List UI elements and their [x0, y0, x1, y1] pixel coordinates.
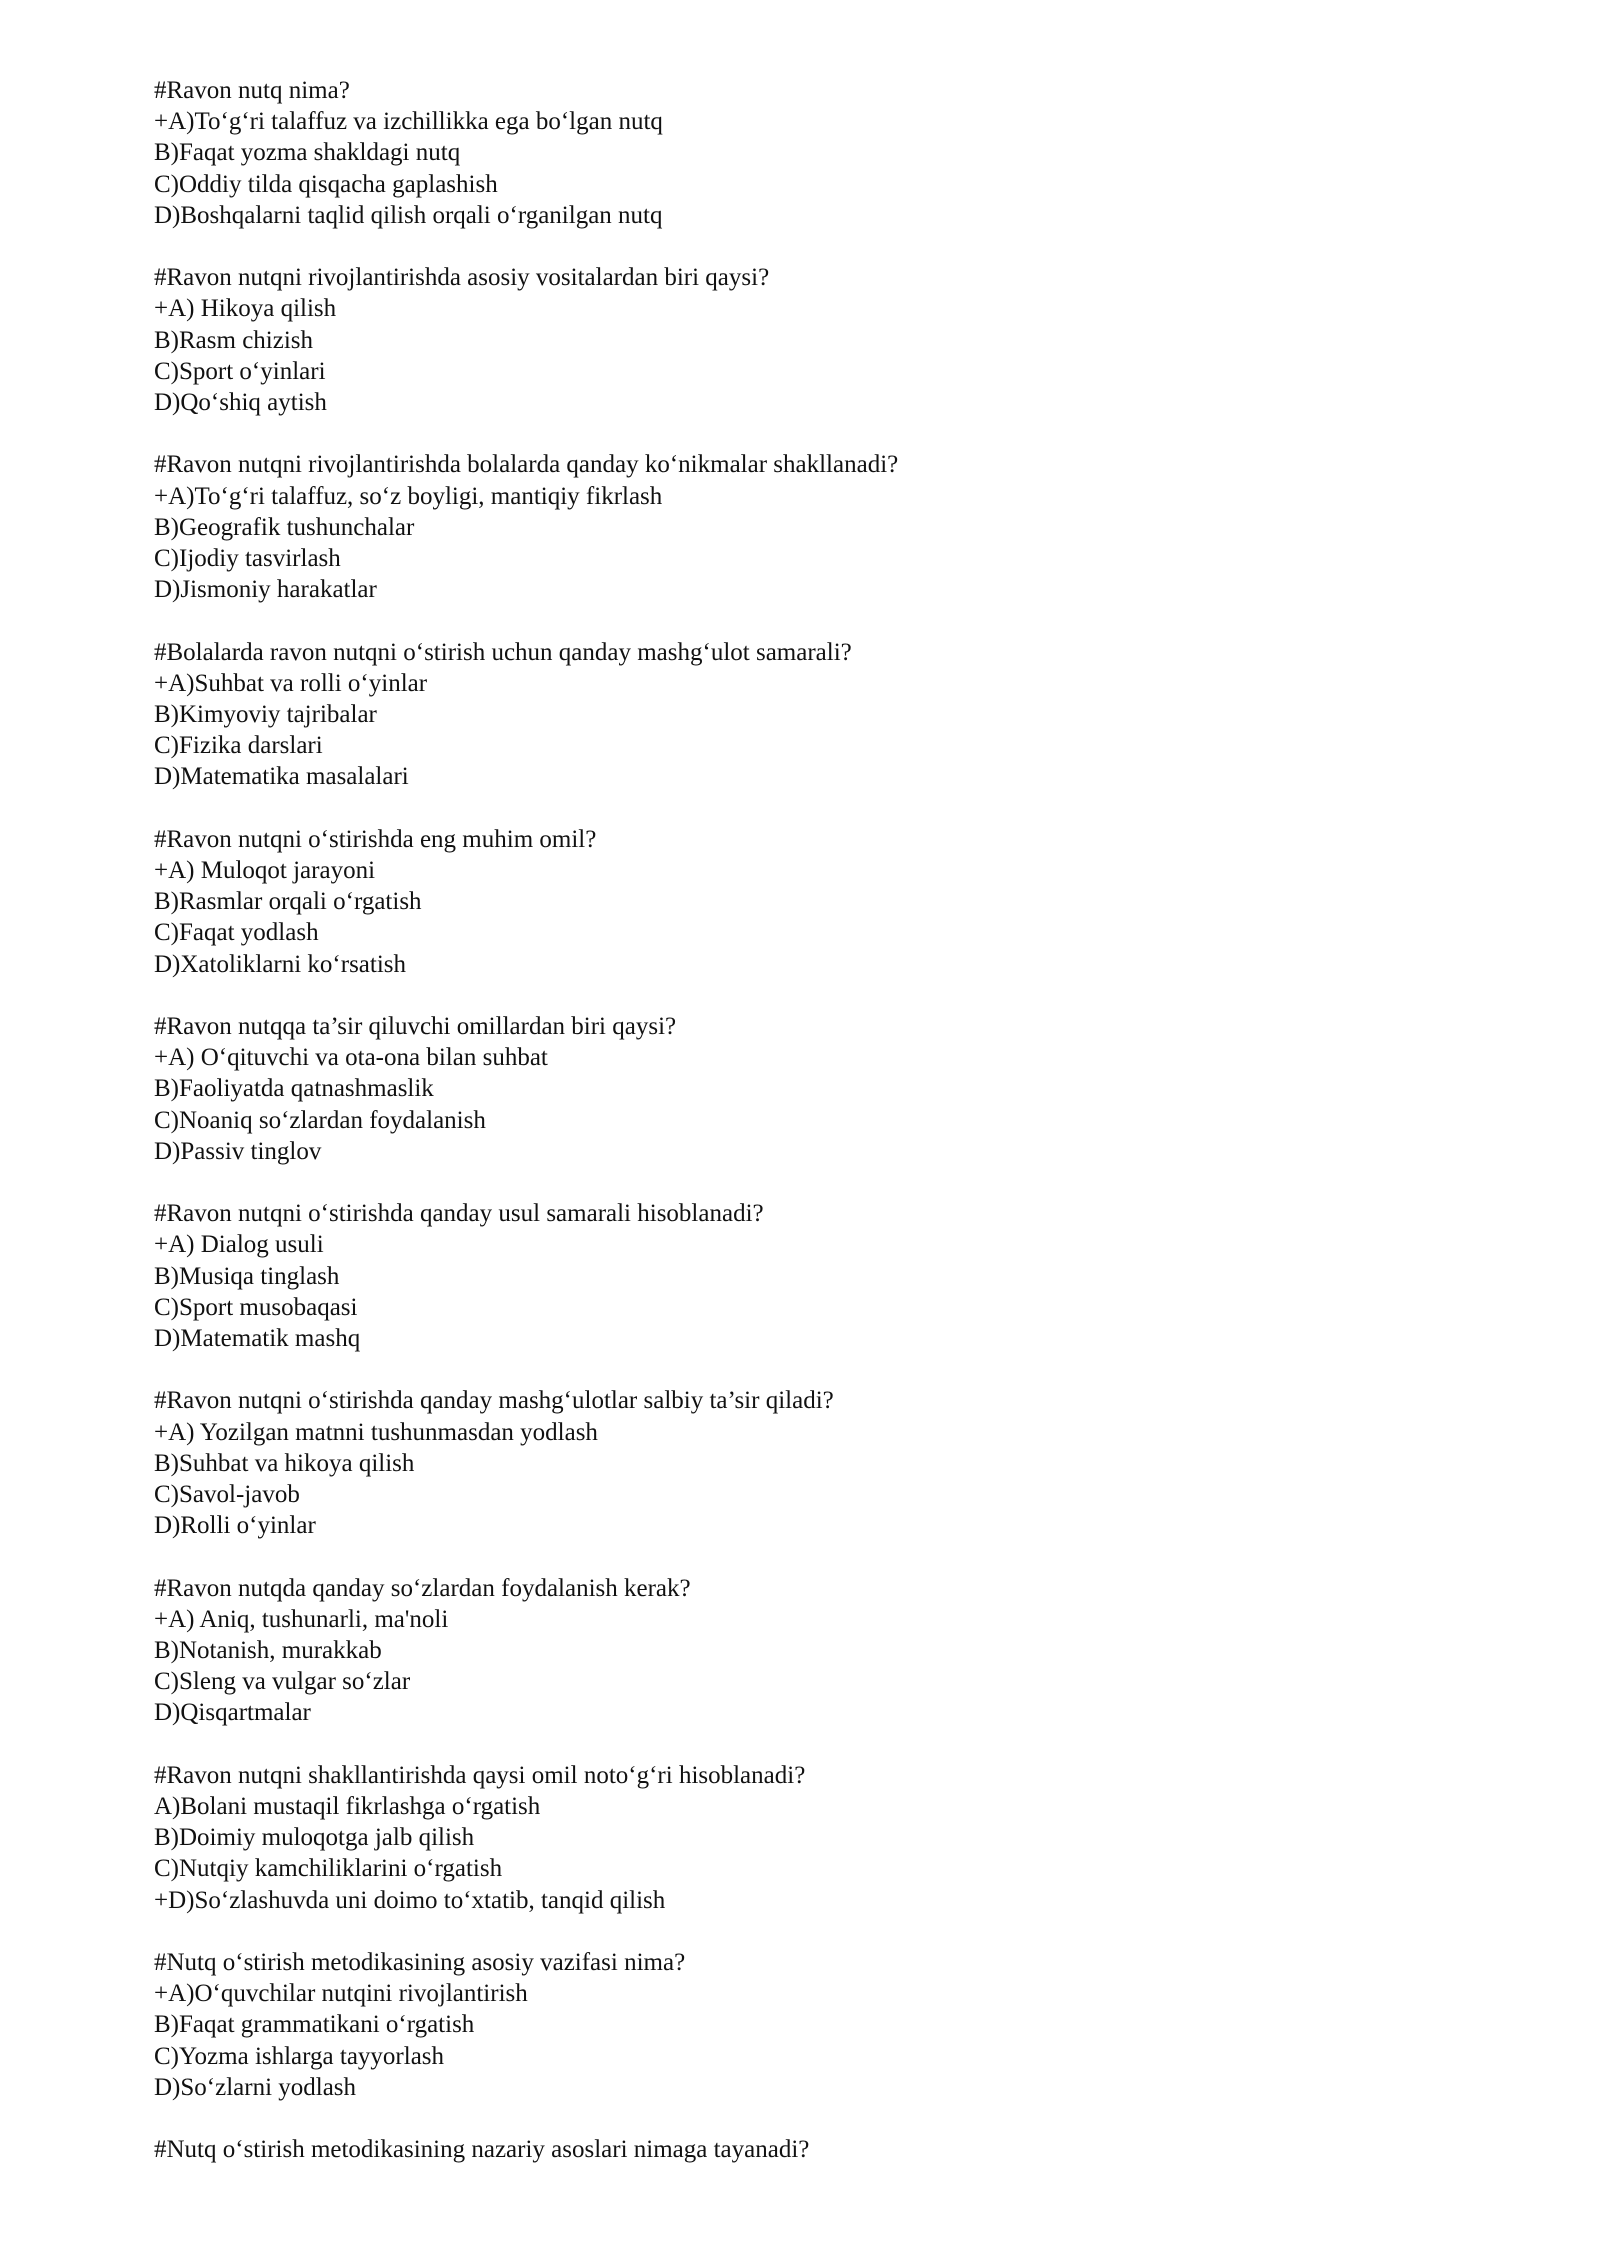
- answer-option: +A)To‘g‘ri talaffuz, so‘z boyligi, mantiqiy fikrlash: [154, 482, 663, 510]
- answer-option: B)Faqat grammatikani o‘rgatish: [154, 2011, 475, 2039]
- answer-option: C)Nutqiy kamchiliklarini o‘rgatish: [154, 1855, 503, 1883]
- answer-option: B)Rasm chizish: [154, 326, 314, 354]
- answer-option: C)Faqat yodlash: [154, 919, 319, 947]
- question-block: [154, 1573, 1454, 1729]
- answer-option: B)Musiqa tinglash: [154, 1262, 340, 1290]
- question-text: #Ravon nutqni shakllantirishda qaysi omil noto‘g‘ri hisoblanadi?: [154, 1761, 806, 1789]
- question-block: [154, 262, 1454, 418]
- question-block: [154, 449, 1454, 605]
- answer-option: B)Notanish, murakkab: [154, 1637, 382, 1665]
- answer-option: +A)Suhbat va rolli o‘yinlar: [154, 669, 428, 697]
- question-text: #Ravon nutqni rivojlantirishda asosiy vositalardan biri qaysi?: [154, 264, 770, 292]
- question-block: [154, 1760, 1454, 1916]
- answer-option: +A) Hikoya qilish: [154, 295, 337, 323]
- question-block: [154, 1198, 1454, 1354]
- question-text: #Nutq o‘stirish metodikasining nazariy asoslari nimaga tayanadi?: [154, 2136, 810, 2164]
- answer-option: B)Geografik tushunchalar: [154, 513, 415, 541]
- question-text: #Bolalarda ravon nutqni o‘stirish uchun qanday mashg‘ulot samarali?: [154, 638, 852, 666]
- answer-option: +D)So‘zlashuvda uni doimo to‘xtatib, tanqid qilish: [154, 1886, 666, 1914]
- answer-option: C)Oddiy tilda qisqacha gaplashish: [154, 170, 498, 198]
- answer-option: +A)To‘g‘ri talaffuz va izchillikka ega bo‘lgan nutq: [154, 108, 663, 136]
- answer-option: D)Matematik mashq: [154, 1325, 361, 1353]
- answer-option: C)Yozma ishlarga tayyorlash: [154, 2042, 445, 2070]
- question-text: #Ravon nutqni o‘stirishda qanday usul samarali hisoblanadi?: [154, 1200, 764, 1228]
- answer-option: +A)O‘quvchilar nutqini rivojlantirish: [154, 1980, 528, 2008]
- question-block: [154, 1385, 1454, 1541]
- answer-option: +A) Aniq, tushunarli, ma'noli: [154, 1605, 449, 1633]
- answer-option: +A) Muloqot jarayoni: [154, 857, 376, 885]
- answer-option: C)Sport musobaqasi: [154, 1293, 358, 1321]
- document-page: [154, 75, 1454, 2197]
- answer-option: D)So‘zlarni yodlash: [154, 2073, 357, 2101]
- answer-option: B)Doimiy muloqotga jalb qilish: [154, 1824, 475, 1852]
- answer-option: B)Rasmlar orqali o‘rgatish: [154, 888, 422, 916]
- answer-option: +A) Dialog usuli: [154, 1231, 324, 1259]
- answer-option: C)Ijodiy tasvirlash: [154, 545, 341, 573]
- question-block: [154, 1011, 1454, 1167]
- answer-option: D)Qo‘shiq aytish: [154, 389, 327, 417]
- answer-option: C)Savol-javob: [154, 1481, 300, 1509]
- answer-option: C)Fizika darslari: [154, 732, 323, 760]
- answer-option: D)Matematika masalalari: [154, 763, 409, 791]
- question-text: #Ravon nutqqa ta’sir qiluvchi omillardan biri qaysi?: [154, 1013, 677, 1041]
- question-text: #Ravon nutqni o‘stirishda eng muhim omil?: [154, 825, 597, 853]
- answer-option: D)Passiv tinglov: [154, 1137, 322, 1165]
- answer-option: C)Sport o‘yinlari: [154, 357, 326, 385]
- question-text: #Ravon nutq nima?: [154, 77, 350, 104]
- question-text: #Ravon nutqni o‘stirishda qanday mashg‘ulotlar salbiy ta’sir qiladi?: [154, 1387, 834, 1415]
- question-block: [154, 824, 1454, 980]
- question-block: [154, 75, 1454, 231]
- answer-option: +A) Yozilgan matnni tushunmasdan yodlash: [154, 1418, 598, 1446]
- question-block: [154, 1947, 1454, 2103]
- answer-option: A)Bolani mustaqil fikrlashga o‘rgatish: [154, 1793, 541, 1821]
- answer-option: B)Faoliyatda qatnashmaslik: [154, 1075, 434, 1103]
- answer-option: D)Xatoliklarni ko‘rsatish: [154, 950, 407, 978]
- answer-option: D)Jismoniy harakatlar: [154, 576, 377, 604]
- answer-option: C)Noaniq so‘zlardan foydalanish: [154, 1106, 486, 1134]
- answer-option: +A) O‘qituvchi va ota-ona bilan suhbat: [154, 1044, 548, 1072]
- question-text: #Ravon nutqda qanday so‘zlardan foydalanish kerak?: [154, 1574, 691, 1602]
- answer-option: B)Kimyoviy tajribalar: [154, 701, 377, 729]
- question-text: #Ravon nutqni rivojlantirishda bolalarda qanday ko‘nikmalar shakllanadi?: [154, 451, 899, 479]
- question-block: [154, 637, 1454, 793]
- answer-option: D)Qisqartmalar: [154, 1699, 311, 1727]
- answer-option: C)Sleng va vulgar so‘zlar: [154, 1668, 411, 1696]
- answer-option: D)Rolli o‘yinlar: [154, 1512, 316, 1540]
- answer-option: D)Boshqalarni taqlid qilish orqali o‘rganilgan nutq: [154, 201, 663, 229]
- question-block: [154, 2134, 1454, 2165]
- answer-option: B)Faqat yozma shakldagi nutq: [154, 139, 461, 167]
- question-text: #Nutq o‘stirish metodikasining asosiy vazifasi nima?: [154, 1949, 686, 1977]
- answer-option: B)Suhbat va hikoya qilish: [154, 1449, 415, 1477]
